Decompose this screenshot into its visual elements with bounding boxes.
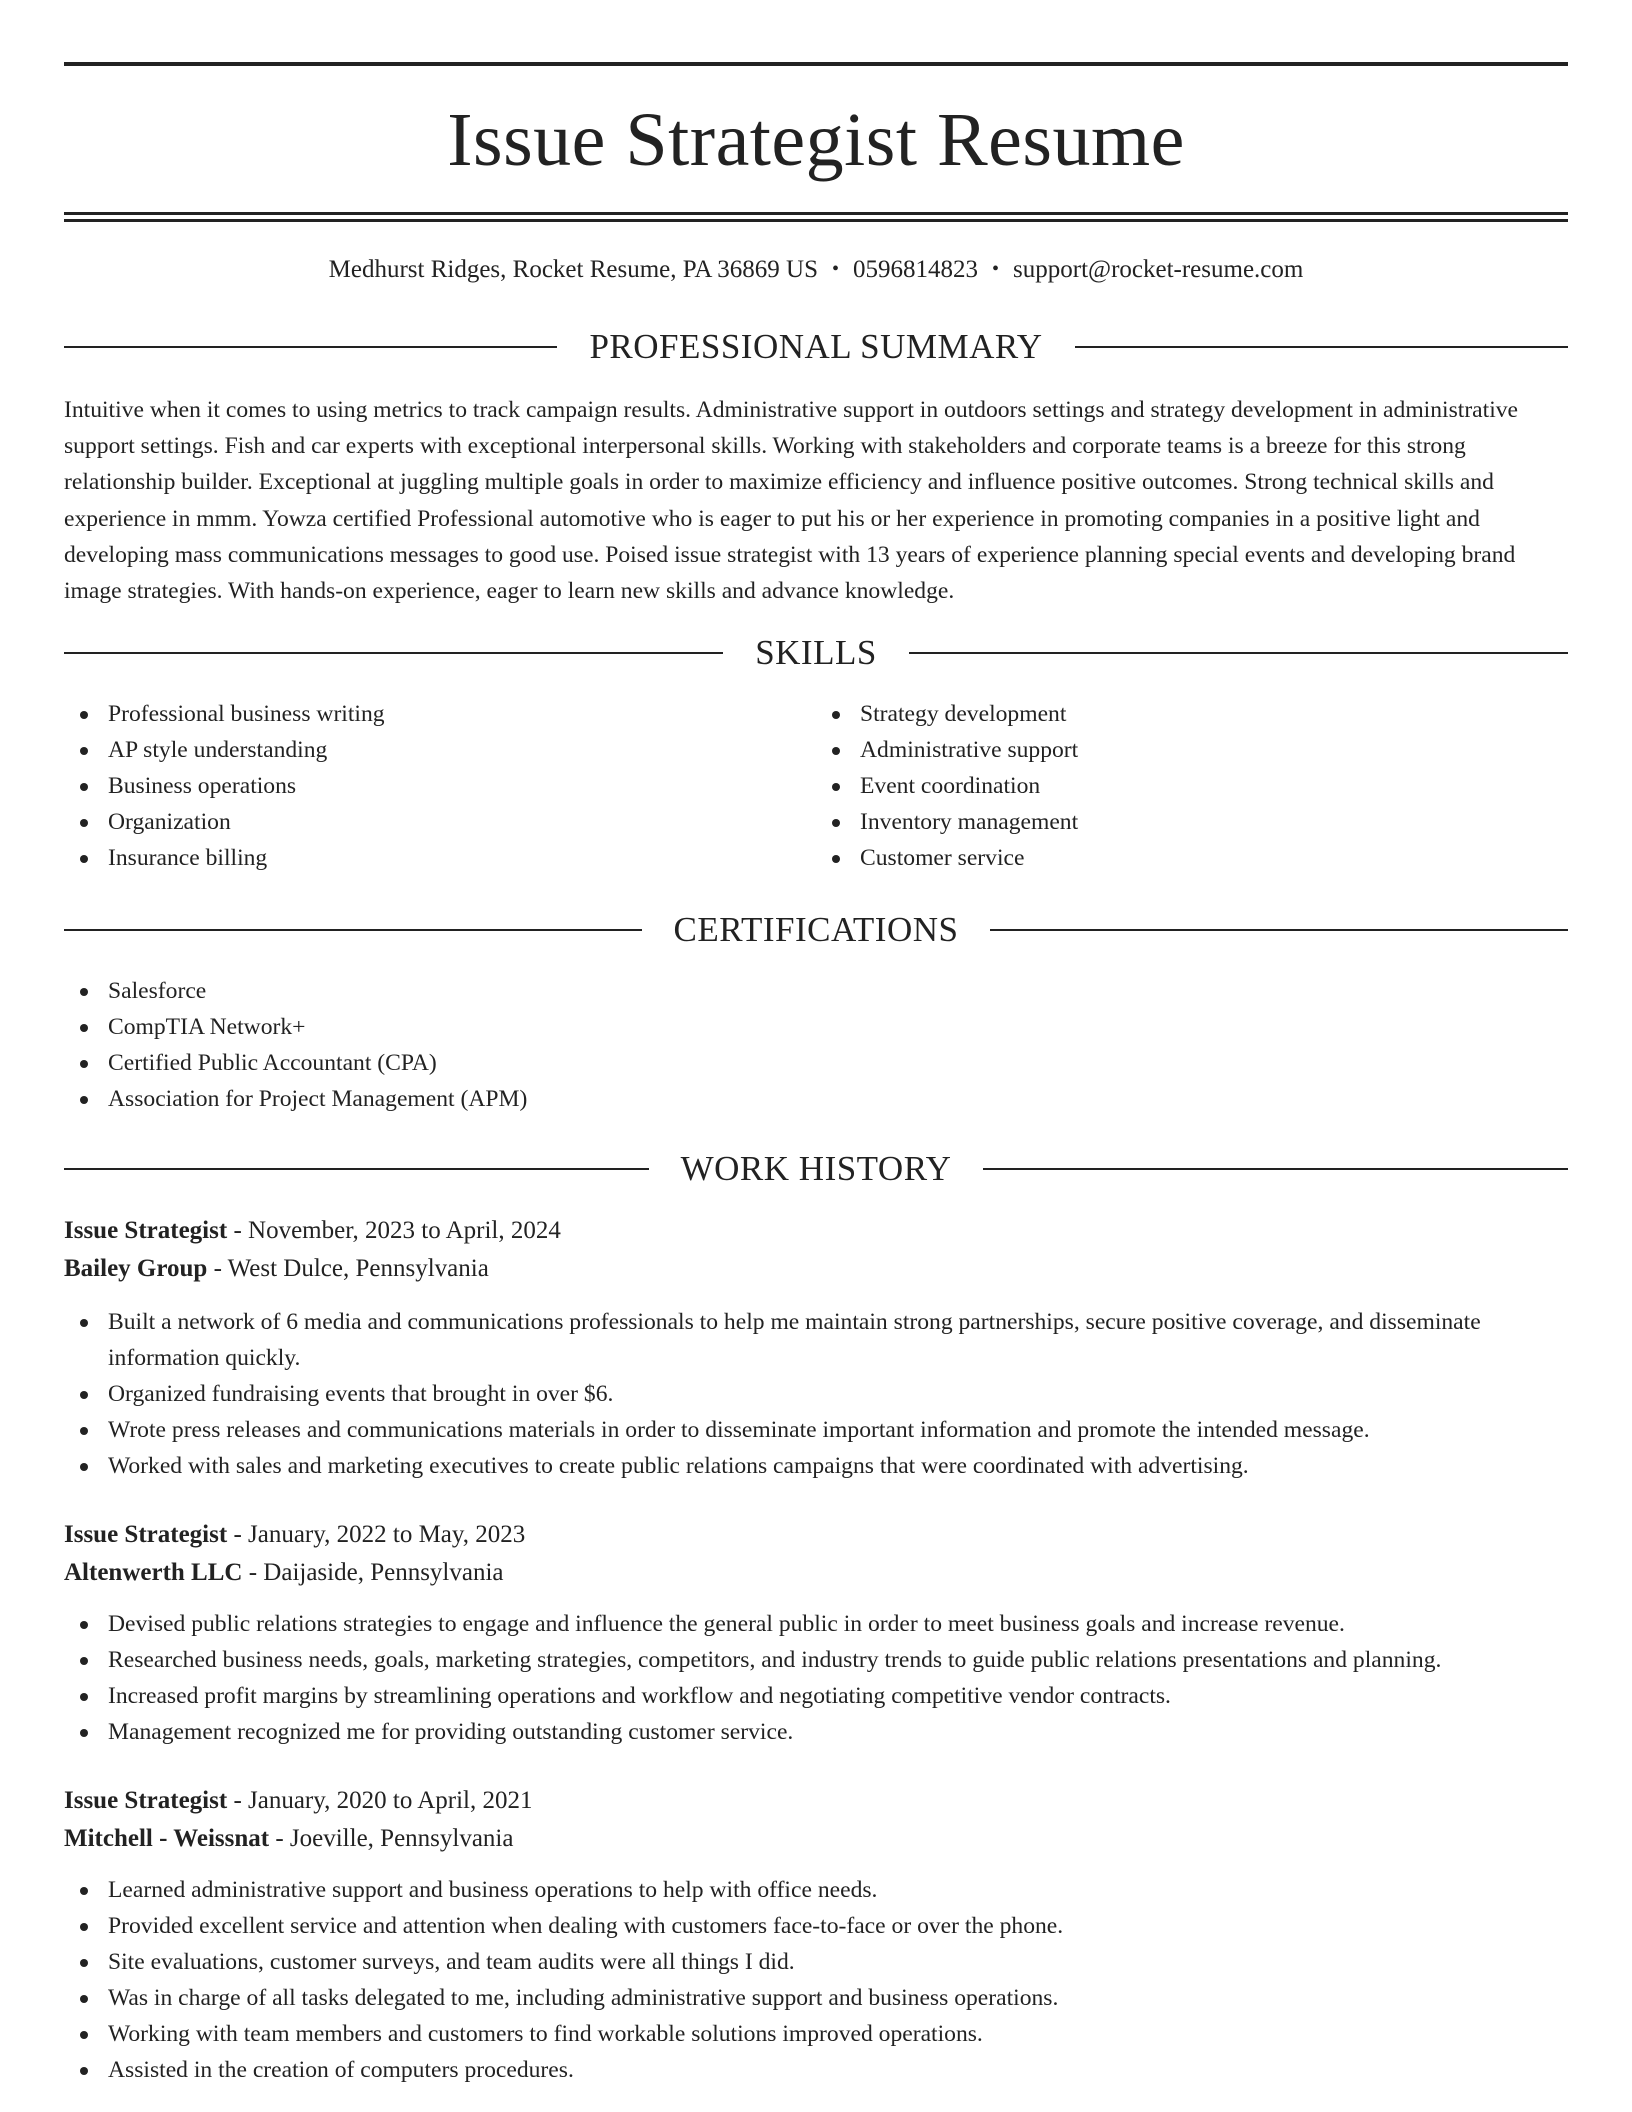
bullet-separator: • (992, 258, 1000, 280)
skills-column-left (64, 696, 816, 876)
job-duty: Provided excellent service and attention when dealing with customers face-to-face or over the phone. (64, 1908, 1568, 1944)
job-duty: Site evaluations, customer surveys, and team audits were all things I did. (64, 1944, 1568, 1980)
job-company: Altenwerth LLC (64, 1559, 243, 1587)
job-title: Issue Strategist (64, 1217, 228, 1245)
heading-rule-right (983, 1168, 1568, 1170)
job-title-line (64, 1516, 1568, 1554)
job-title: Issue Strategist (64, 1521, 228, 1549)
job-company-line (64, 1554, 1568, 1592)
job-company-line (64, 1820, 1568, 1858)
job-duty: Built a network of 6 media and communications professionals to help me maintain strong partnerships, secure positive coverage, and disseminate information quickly. (64, 1304, 1568, 1376)
job-location: - Daijaside, Pennsylvania (242, 1559, 504, 1587)
job-duty: Was in charge of all tasks delegated to me, including administrative support and business operations. (64, 1980, 1568, 2016)
contact-phone: 0596814823 (853, 256, 979, 283)
heading-rule-right (909, 652, 1568, 654)
job-title-line (64, 1782, 1568, 1820)
job-title-line (64, 1212, 1568, 1250)
summary-text: Intuitive when it comes to using metrics to track campaign results. Administrative support in outdoors settings and strategy development in administrative support settings. Fish and car experts with exceptional interpersonal skills. Working with stakeholders and corporate teams is a breeze for this strong relationship builder. Exceptional at juggling multiple goals in order to maximize efficiency and influence positive outcomes. Strong technical skills and experience in mmm. Yowza certified Professional automotive who is eager to put his or her experience in promoting companies in a positive light and developing mass communications messages to good use. Poised issue strategist with 13 years of experience planning special events and developing brand image strategies. With hands-on experience, eager to learn new skills and advance knowledge. (64, 397, 1519, 605)
resume-page (64, 62, 1568, 2088)
contact-address: Medhurst Ridges, Rocket Resume, PA 36869 US (328, 256, 819, 283)
job-entry (64, 1782, 1568, 2088)
section-heading-skills (64, 633, 1568, 673)
job-duty: Wrote press releases and communications materials in order to disseminate important information and promote the intended message. (64, 1412, 1568, 1448)
skill-item: Inventory management (816, 804, 1568, 840)
certification-item: Association for Project Management (APM) (64, 1081, 1568, 1117)
contact-line (64, 255, 1568, 285)
job-company-line (64, 1250, 1568, 1288)
job-duty: Learned administrative support and business operations to help with office needs. (64, 1872, 1568, 1908)
job-duties-list (64, 1606, 1568, 1750)
job-duty: Management recognized me for providing outstanding customer service. (64, 1714, 1568, 1750)
skill-item: Strategy development (816, 696, 1568, 732)
skill-item: Event coordination (816, 768, 1568, 804)
top-rule (64, 62, 1568, 66)
job-dates: - November, 2023 to April, 2024 (227, 1217, 561, 1245)
section-title: CERTIFICATIONS (673, 910, 959, 950)
section-title: WORK HISTORY (680, 1149, 952, 1189)
title-double-rule (64, 212, 1568, 222)
job-company: Bailey Group (64, 1255, 208, 1283)
job-company: Mitchell - Weissnat (64, 1825, 270, 1853)
certification-item: Certified Public Accountant (CPA) (64, 1045, 1568, 1081)
job-duties-list (64, 1304, 1568, 1484)
job-duty: Researched business needs, goals, marketing strategies, competitors, and industry trends to guide public relations presentations and planning. (64, 1642, 1568, 1678)
skill-item: Customer service (816, 840, 1568, 876)
section-heading-work-history (64, 1149, 1568, 1189)
skill-item: Business operations (64, 768, 816, 804)
heading-rule-right (990, 929, 1568, 931)
job-title: Issue Strategist (64, 1787, 228, 1815)
job-duty: Increased profit margins by streamlining operations and workflow and negotiating competitive vendor contracts. (64, 1678, 1568, 1714)
job-dates: - January, 2020 to April, 2021 (227, 1787, 533, 1815)
heading-rule-left (64, 652, 723, 654)
contact-email: support@rocket-resume.com (1013, 256, 1304, 283)
section-title: PROFESSIONAL SUMMARY (589, 327, 1043, 366)
skill-item: Insurance billing (64, 840, 816, 876)
section-heading-summary (64, 329, 1568, 364)
certification-item: CompTIA Network+ (64, 1009, 1568, 1045)
page-title: Issue Strategist Resume (447, 98, 1185, 182)
bullet-separator: • (832, 258, 840, 280)
section-heading-certifications (64, 910, 1568, 950)
skills-column-right (816, 696, 1568, 876)
heading-rule-left (64, 1168, 649, 1170)
certifications-list (64, 973, 1568, 1117)
heading-rule-right (1075, 346, 1568, 348)
heading-rule-left (64, 346, 557, 348)
job-entry (64, 1516, 1568, 1750)
skill-item: Administrative support (816, 732, 1568, 768)
skill-item: Organization (64, 804, 816, 840)
skills-list (64, 696, 1568, 876)
job-location: - West Dulce, Pennsylvania (207, 1255, 489, 1283)
job-entry (64, 1212, 1568, 1484)
section-title: SKILLS (755, 633, 877, 673)
job-dates: - January, 2022 to May, 2023 (227, 1521, 526, 1549)
job-duties-list (64, 1872, 1568, 2088)
heading-rule-left (64, 929, 642, 931)
skill-item: AP style understanding (64, 732, 816, 768)
job-duty: Worked with sales and marketing executives to create public relations campaigns that were coordinated with advertising. (64, 1448, 1568, 1484)
skill-item: Professional business writing (64, 696, 816, 732)
job-duty: Devised public relations strategies to engage and influence the general public in order to meet business goals and increase revenue. (64, 1606, 1568, 1642)
job-duty: Assisted in the creation of computers procedures. (64, 2052, 1568, 2088)
job-duty: Working with team members and customers to find workable solutions improved operations. (64, 2016, 1568, 2052)
job-location: - Joeville, Pennsylvania (269, 1825, 514, 1853)
certification-item: Salesforce (64, 973, 1568, 1009)
job-duty: Organized fundraising events that brought in over $6. (64, 1376, 1568, 1412)
